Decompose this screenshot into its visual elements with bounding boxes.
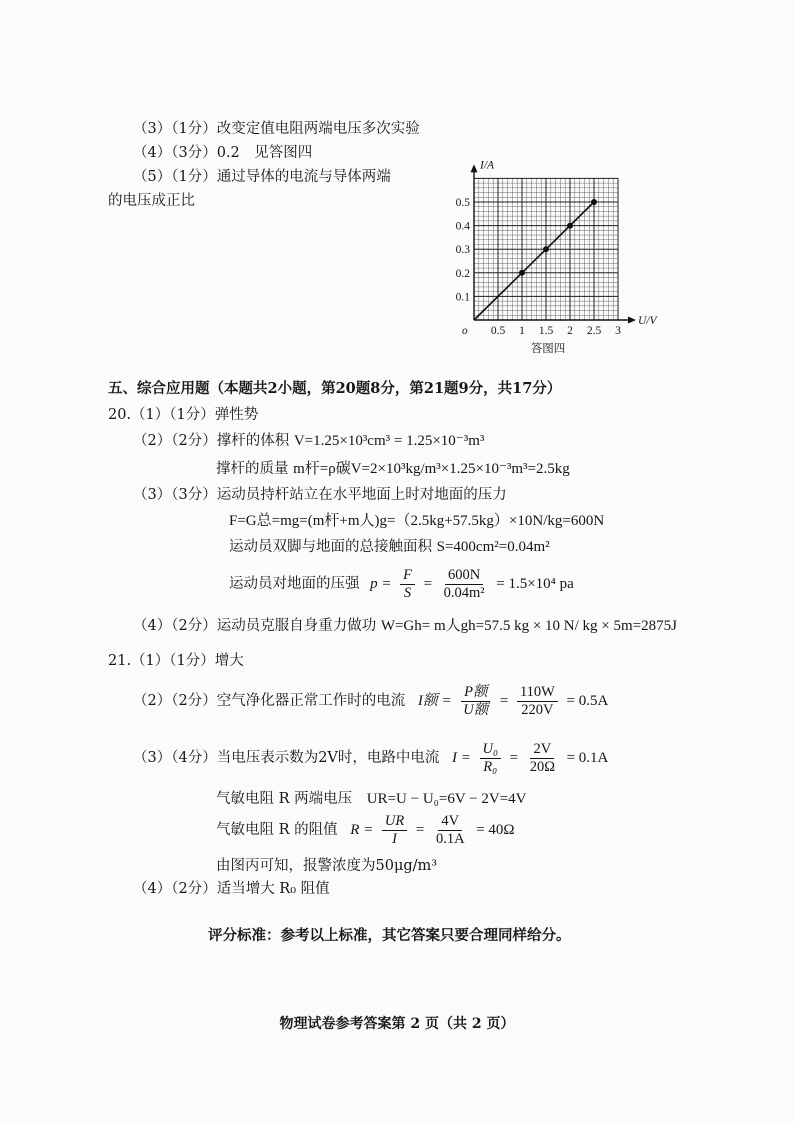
x-axis-arrow [628,317,636,324]
q21-part3b-equation: UR=U − U₀=6V − 2V=4V [366,791,527,807]
x-tick-label: 2.5 [586,325,602,337]
q21-part3-label: （3）（4分）当电压表示数为2V时，电路中电流 [133,750,440,766]
data-point [519,270,525,276]
q21-current-lhs: I额 = [417,693,452,709]
data-point [591,199,597,205]
q21-fraction-voltage-values: $\frac{2V}{20\Omega}$ [529,740,555,775]
q21-part3: （3）（4分）当电压表示数为2V时，电路中电流 I = $\frac{\text{U₀}}{\text{R₀}}$ = $\frac{2V}{20\Omega}$ = 0.1A [133,740,609,775]
q20-part4 [133,617,677,635]
q21-part1: 21.（1）（1分）增大 [108,653,244,669]
q20-part4-label: （4）（2分）运动员克服自身重力做功 [133,618,377,634]
q21-part3-line4: 由图丙可知，报警浓度为50μg/m³ [216,858,438,874]
q21-fraction-resistance-values: $\frac{4V}{0.1A}$ [435,812,465,847]
q20-part3-line4: 运动员对地面的压强 p = $\frac{F}{S}$ = $\frac{600N}{\text{0.04m²}}$ = 1.5×10⁴ pa [229,566,574,601]
y-tick-label: 0.3 [455,244,470,257]
x-tick-label: 1.5 [538,325,554,337]
y-axis-arrow [471,164,478,172]
q20-pressure-lhs: p = [370,576,392,592]
grading-note: 评分标准：参考以上标准，其它答案只要合理同样给分。 [208,927,571,944]
q21-fraction-P-over-U: $\frac{\text{P额}}{\text{U额}}$ [460,684,491,719]
q20-pressure-result: = 1.5×10⁴ pa [496,576,574,592]
chart-origin-label: o [462,325,468,337]
chart-series [474,199,597,320]
answer-q4: （4）（3分）0.2 见答图四 [133,145,313,161]
q21-part3-line3: 气敏电阻 R 的阻值 R = $\frac{UR}{I}$ = $\frac{4V}{0.1A}$ = 40Ω [216,812,515,847]
q20-part3-line1: （3）（3分）运动员持杆站立在水平地面上时对地面的压力 [133,487,507,503]
q21-part3b-label: 气敏电阻 R 两端电压 [216,791,353,807]
q21-fraction-U0-over-R0: $\frac{\text{U₀}}{\text{R₀}}$ [480,741,502,776]
q20-part3-equation: F=G总=mg=(m杆+m人)g=（2.5kg+57.5kg）×10N/kg=600N [229,513,605,529]
q21-part3-line2 [216,790,527,808]
answer-q3: （3）（1分）改变定值电阻两端电压多次实验 [133,121,420,137]
answer-q5-line1: （5）（1分）通过导体的电流与导体两端 [133,169,391,185]
q20-part3b-equation: S=400cm²=0.04m² [436,539,550,555]
q21-fraction-UR-over-I: $\frac{UR}{I}$ [382,813,407,848]
q20-part2-label: （2）（2分）撑杆的体积 [133,433,290,449]
q21-part3c-label: 气敏电阻 R 的阻值 [216,822,338,838]
x-tick-label: 2 [567,325,573,337]
data-point [567,223,573,229]
q20-part3c-label: 运动员对地面的压强 [229,576,360,592]
q21-fraction-power-values: $\frac{110W}{220V}$ [517,684,558,719]
q21-part4: （4）（2分）适当增大 R₀ 阻值 [133,881,330,897]
q21-part2: （2）（2分）空气净化器正常工作时的电流 I额 = $\frac{\text{P额}}{\text{U额}}$ = $\frac{110W}{220V}$ = 0.5A [133,683,609,718]
q21-part2-label: （2）（2分）空气净化器正常工作时的电流 [133,693,406,709]
data-point [543,246,549,252]
answer-q5-line2: 的电压成正比 [108,193,195,209]
y-tick-label: 0.5 [455,197,470,209]
section-heading: 五、综合应用题（本题共2小题，第20题8分，第21题9分，共17分） [108,380,562,397]
q20-part2-equation: V=1.25×10³cm³ = 1.25×10⁻³m³ [293,433,485,449]
q20-part2-line2 [216,460,570,478]
y-tick-label: 0.4 [455,220,470,233]
chart-caption: 答图四 [530,343,566,355]
chart-x-axis-label: U/V [638,315,657,327]
x-tick-label: 3 [615,325,621,337]
q20-part2b-label: 撑杆的质量 [216,461,289,477]
q20-fraction-F-over-S: $\frac{F}{S}$ [400,567,415,602]
q20-fraction-values: $\frac{600N}{\text{0.04m²}}$ [443,566,485,601]
q20-part3b-label: 运动员双脚与地面的总接触面积 [229,539,432,555]
answer-figure-4-chart [448,148,657,358]
q21-resistance-result: = 40Ω [476,822,515,838]
q21-current-result: = 0.5A [566,693,609,709]
q21-circuit-current-lhs: I = [452,750,471,766]
y-tick-label: 0.1 [455,291,470,304]
q20-part1: 20.（1）（1分）弹性势 [108,407,259,423]
data-line [474,202,594,320]
y-tick-label: 0.2 [455,267,470,280]
page-footer: 物理试卷参考答案第 2 页（共 2 页） [279,1016,515,1032]
chart-tick-labels [456,197,622,337]
x-tick-label: 0.5 [490,325,506,337]
q21-circuit-current-result: = 0.1A [566,750,609,766]
q20-part3-line3 [229,538,550,556]
chart-y-axis-label: I/A [480,159,495,172]
q20-part4-equation: W=Gh= m人gh=57.5 kg × 10 N/ kg × 5m=2875J [380,618,677,634]
q21-resistance-lhs: R = [350,822,374,838]
q20-part2b-equation: m杆=ρ碳V=2×10³kg/m³×1.25×10⁻³m³=2.5kg [293,461,570,477]
x-tick-label: 1 [519,325,525,337]
q20-part2-line1 [133,432,484,450]
